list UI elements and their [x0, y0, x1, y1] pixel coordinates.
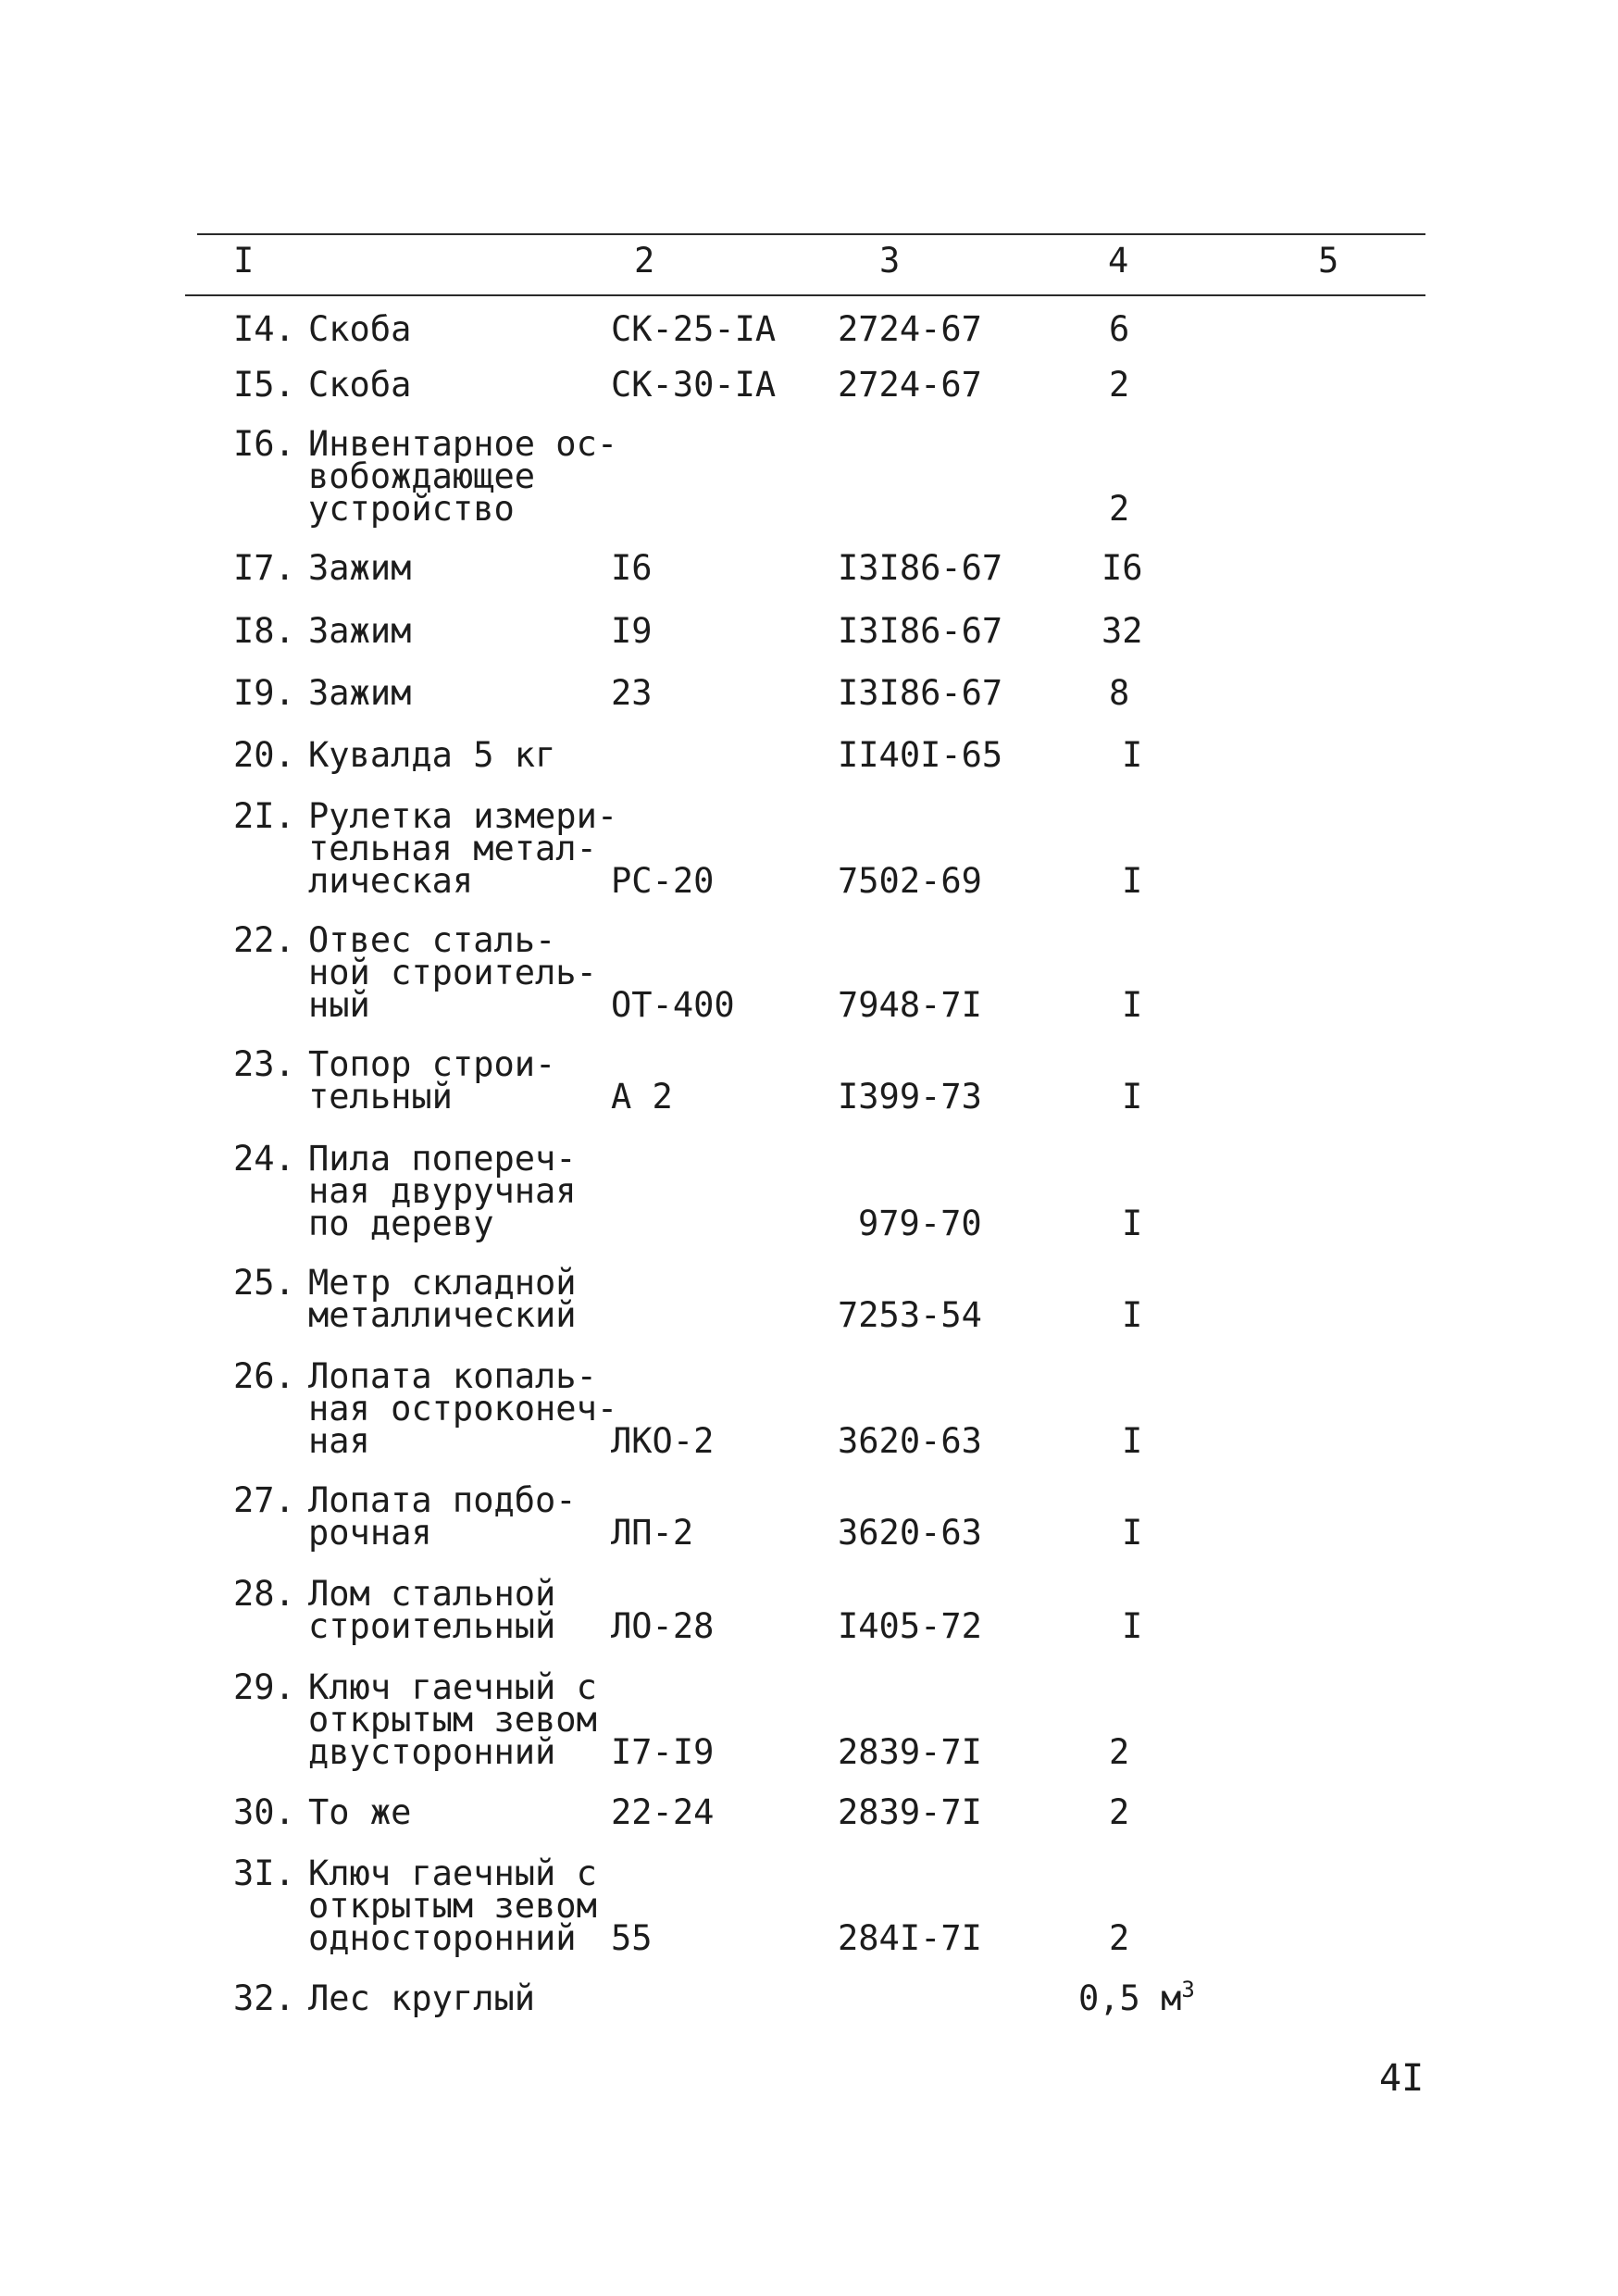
item-quantity: 2 [1109, 489, 1130, 529]
item-mark: ЛП-2 [611, 1513, 694, 1553]
item-quantity: I [1122, 1513, 1143, 1553]
item-quantity: I [1122, 1295, 1143, 1335]
description-line: двусторонний [308, 1732, 556, 1772]
row-number: 30. [233, 1792, 295, 1832]
gost-number: 3620-63 [838, 1421, 982, 1461]
item-quantity: 0,5 $м^3$ [1078, 1977, 1195, 2018]
gost-number: II40I-65 [838, 735, 1003, 775]
row-number: 22. [233, 920, 295, 960]
item-description [308, 1667, 597, 1772]
item-description [308, 796, 618, 901]
item-quantity: 2 [1109, 1792, 1130, 1832]
item-quantity: 32 [1101, 611, 1143, 651]
description-line: по дереву [308, 1204, 494, 1243]
item-quantity: 2 [1109, 365, 1130, 405]
description-line: Рулетка измери- [308, 796, 618, 836]
row-number: I9. [233, 673, 295, 713]
gost-number: 2839-7I [838, 1792, 982, 1832]
description-line: устройство [308, 489, 515, 529]
gost-number: I3I86-67 [838, 611, 1003, 651]
item-description [308, 365, 412, 405]
item-quantity: I [1122, 1421, 1143, 1461]
item-description [308, 1356, 618, 1461]
column-header-5: 5 [1318, 241, 1339, 281]
description-line: лическая [308, 861, 474, 901]
gost-number: 7948-7I [838, 985, 982, 1025]
description-line: тельная метал- [308, 829, 597, 868]
item-mark: I9 [611, 611, 653, 651]
item-description [308, 1044, 556, 1117]
description-line: открытым зевом [308, 1700, 597, 1740]
description-line: открытым зевом [308, 1886, 597, 1926]
column-header-2: 2 [634, 241, 655, 281]
description-line: ная [308, 1421, 370, 1461]
item-mark: ЛКО-2 [611, 1421, 715, 1461]
page-number: 4I [1379, 2057, 1425, 2100]
description-line: строительный [308, 1606, 556, 1646]
description-line: Лопата копаль- [308, 1356, 597, 1396]
item-description [308, 1480, 577, 1553]
item-description [308, 1574, 556, 1646]
row-number: 26. [233, 1356, 295, 1396]
item-description [308, 1139, 577, 1243]
item-quantity: I [1122, 735, 1143, 775]
description-line: тельный [308, 1077, 453, 1117]
item-mark: ОТ-400 [611, 985, 735, 1025]
column-header-4: 4 [1108, 241, 1129, 281]
gost-number: I3I86-67 [838, 673, 1003, 713]
row-number: 3I. [233, 1853, 295, 1893]
description-line: Ключ гаечный с [308, 1667, 597, 1707]
description-line: ный [308, 985, 370, 1025]
item-quantity: I [1122, 1606, 1143, 1646]
item-quantity: I [1122, 1077, 1143, 1117]
row-number: I5. [233, 365, 295, 405]
item-mark: А 2 [611, 1077, 673, 1117]
description-line: Скоба [308, 309, 412, 349]
item-description [308, 1978, 536, 2018]
item-mark: ЛО-28 [611, 1606, 715, 1646]
unit-superscript: 3 [1181, 1977, 1195, 2003]
gost-number: 2839-7I [838, 1732, 982, 1772]
description-line: Ключ гаечный с [308, 1853, 597, 1893]
row-number: I8. [233, 611, 295, 651]
gost-number: I3I86-67 [838, 548, 1003, 588]
row-number: I7. [233, 548, 295, 588]
description-line: Лом стальной [308, 1574, 556, 1614]
description-line: Отвес сталь- [308, 920, 556, 960]
item-description [308, 611, 412, 651]
item-mark: 23 [611, 673, 653, 713]
item-quantity: I [1122, 985, 1143, 1025]
column-header-1: I [233, 241, 255, 281]
gost-number: 7502-69 [838, 861, 982, 901]
gost-number: 284I-7I [838, 1918, 982, 1958]
item-quantity: 2 [1109, 1918, 1130, 1958]
description-line: Зажим [308, 673, 412, 713]
gost-number: I399-73 [838, 1077, 982, 1117]
description-line: Скоба [308, 365, 412, 405]
item-quantity: 6 [1109, 309, 1130, 349]
description-line: Инвентарное ос- [308, 424, 618, 464]
row-number: 27. [233, 1480, 295, 1520]
description-line: Пила попереч- [308, 1139, 577, 1179]
gost-number: 7253-54 [838, 1295, 982, 1335]
description-line: вобождающее [308, 456, 536, 496]
item-description [308, 424, 618, 529]
item-description [308, 1263, 577, 1335]
gost-number: 2724-67 [838, 309, 982, 349]
row-number: I6. [233, 424, 295, 464]
row-number: 25. [233, 1263, 295, 1303]
item-quantity: I6 [1101, 548, 1143, 588]
item-mark: 22-24 [611, 1792, 715, 1832]
item-quantity: 8 [1109, 673, 1130, 713]
row-number: 24. [233, 1139, 295, 1179]
item-mark: I6 [611, 548, 653, 588]
gost-number: I405-72 [838, 1606, 982, 1646]
item-description [308, 735, 556, 775]
row-number: 29. [233, 1667, 295, 1707]
description-line: ная двуручная [308, 1171, 577, 1211]
gost-number: 979-70 [858, 1204, 982, 1243]
row-number: I4. [233, 309, 295, 349]
item-description [308, 1853, 597, 1958]
description-line: Кувалда 5 кг [308, 735, 556, 775]
description-line: односторонний [308, 1918, 577, 1958]
item-quantity: I [1122, 1204, 1143, 1243]
item-description [308, 920, 597, 1025]
description-line: рочная [308, 1513, 432, 1553]
description-line: То же [308, 1792, 412, 1832]
description-line: Зажим [308, 548, 412, 588]
table-top-rule [197, 233, 1425, 235]
item-mark: РС-20 [611, 861, 715, 901]
description-line: Метр складной [308, 1263, 577, 1303]
item-description [308, 548, 412, 588]
item-mark: СК-30-IА [611, 365, 777, 405]
description-line: Лес круглый [308, 1978, 536, 2018]
item-description [308, 309, 412, 349]
item-mark: I7-I9 [611, 1732, 715, 1772]
row-number: 20. [233, 735, 295, 775]
description-line: ной строитель- [308, 953, 597, 992]
row-number: 28. [233, 1574, 295, 1614]
item-quantity: 2 [1109, 1732, 1130, 1772]
item-description [308, 1792, 412, 1832]
description-line: Зажим [308, 611, 412, 651]
item-description [308, 673, 412, 713]
row-number: 23. [233, 1044, 295, 1084]
table-header-rule [185, 294, 1425, 296]
item-mark: 55 [611, 1918, 653, 1958]
row-number: 32. [233, 1978, 295, 2018]
description-line: металлический [308, 1295, 577, 1335]
description-line: ная остроконеч- [308, 1389, 618, 1429]
column-header-3: 3 [879, 241, 901, 281]
description-line: Лопата подбо- [308, 1480, 577, 1520]
row-number: 2I. [233, 796, 295, 836]
gost-number: 3620-63 [838, 1513, 982, 1553]
gost-number: 2724-67 [838, 365, 982, 405]
item-mark: СК-25-IА [611, 309, 777, 349]
description-line: Топор строи- [308, 1044, 556, 1084]
item-quantity: I [1122, 861, 1143, 901]
